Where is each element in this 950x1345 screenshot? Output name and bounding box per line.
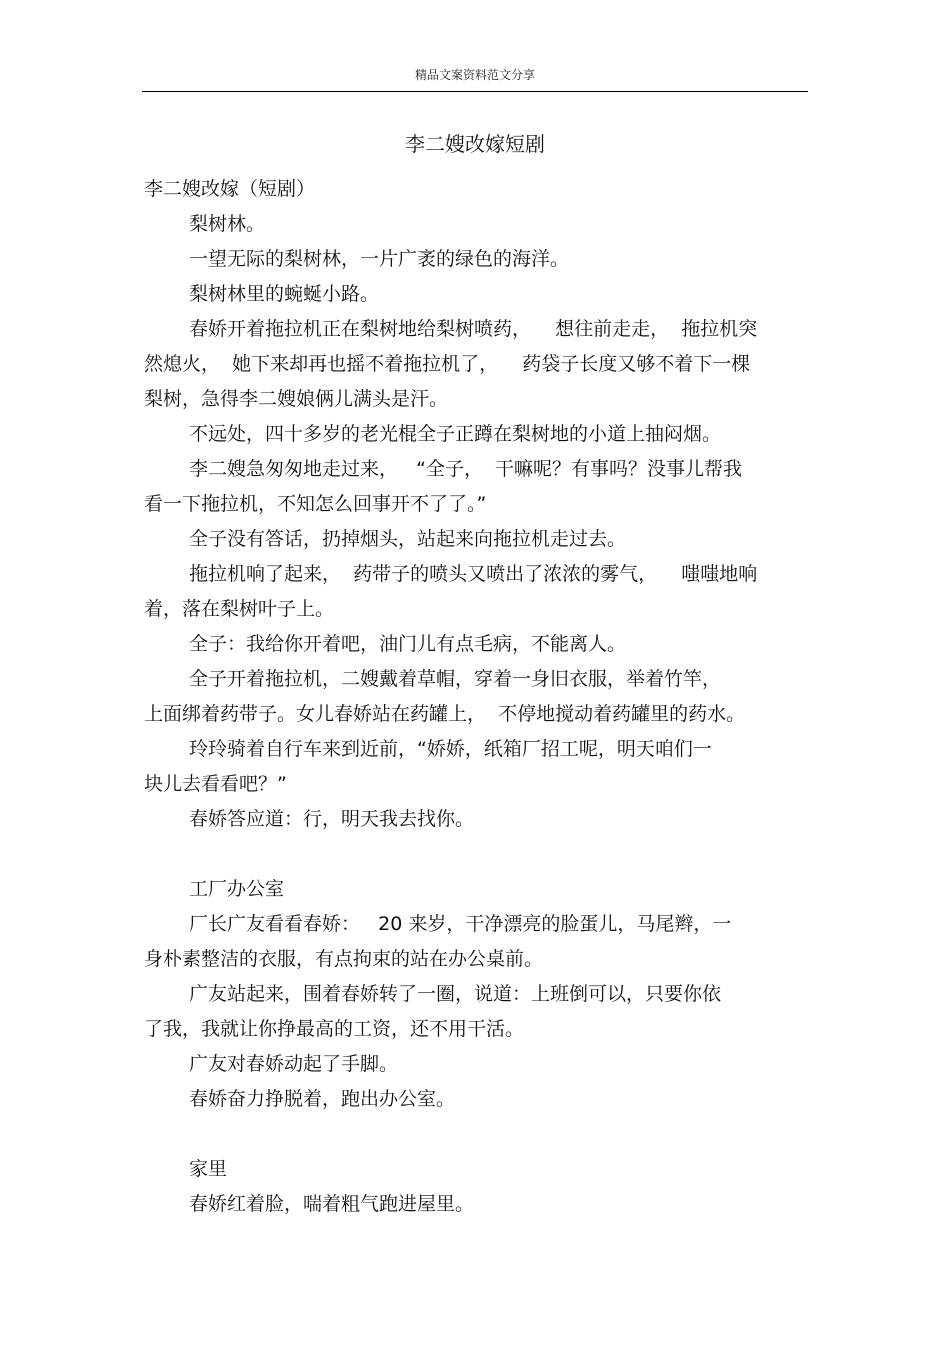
page-header: 精品文案资料范文分享 xyxy=(414,68,535,82)
paragraph: 春娇开着拖拉机正在梨树地给梨树喷药， 想往前走走， 拖拉机突 然熄火， 她下来却再也摇不着拖拉机了， 药袋子长度又够不着下一棵 梨树，急得李二嫂娘俩儿满头是汗。 xyxy=(144,318,758,410)
paragraph: 广友对春娇动起了手脚。 xyxy=(189,1053,399,1075)
paragraph: 春娇奋力挣脱着，跑出办公室。 xyxy=(189,1088,456,1110)
paragraph: 全子没有答话，扔掉烟头，站起来向拖拉机走过去。 xyxy=(189,528,627,550)
paragraph: 不远处，四十多岁的老光棍全子正蹲在梨树地的小道上抽闷烟。 xyxy=(189,423,722,445)
paragraph: 广友站起来，围着春娇转了一圈，说道：上班倒可以，只要你依 了我，我就让你挣最高的工资，还不用干活。 xyxy=(144,983,722,1040)
paragraph: 春娇红着脸，喘着粗气跑进屋里。 xyxy=(189,1193,475,1215)
paragraph: 梨树林里的蜿蜒小路。 xyxy=(189,283,380,305)
blank-line xyxy=(144,837,808,872)
paragraph: 拖拉机响了起来， 药带子的喷头又喷出了浓浓的雾气， 嗤嗤地响 着，落在梨树叶子上。 xyxy=(144,563,758,620)
paragraph: 一望无际的梨树林，一片广袤的绿色的海洋。 xyxy=(189,248,570,270)
paragraph: 玲玲骑着自行车来到近前，“娇娇，纸箱厂招工呢，明天咱们一 块儿去看看吧？” xyxy=(144,738,712,795)
paragraph: 全子：我给你开着吧，油门儿有点毛病，不能离人。 xyxy=(189,633,627,655)
blank-line xyxy=(144,1117,808,1152)
document-body xyxy=(144,172,808,1222)
paragraph: 春娇答应道：行，明天我去找你。 xyxy=(189,808,475,830)
scene-heading: 家里 xyxy=(189,1158,228,1180)
document-title: 李二嫂改嫁短剧 xyxy=(405,132,545,156)
scene-heading: 工厂办公室 xyxy=(189,878,285,900)
paragraph: 李二嫂急匆匆地走过来， “全子， 干嘛呢？有事吗？没事儿帮我 看一下拖拉机，不知怎么回事开不了了。” xyxy=(144,458,743,515)
document-subtitle: 李二嫂改嫁（短剧） xyxy=(144,178,316,200)
header-divider xyxy=(142,91,808,92)
paragraph: 梨树林。 xyxy=(189,213,266,235)
paragraph: 全子开着拖拉机，二嫂戴着草帽，穿着一身旧衣服，举着竹竿， 上面绑着药带子。女儿春娇站在药罐上， 不停地搅动着药罐里的药水。 xyxy=(144,668,746,725)
paragraph: 厂长广友看看春娇： 20 来岁，干净漂亮的脸蛋儿，马尾辫，一 身朴素整洁的衣服，有点拘束的站在办公桌前。 xyxy=(144,913,732,970)
